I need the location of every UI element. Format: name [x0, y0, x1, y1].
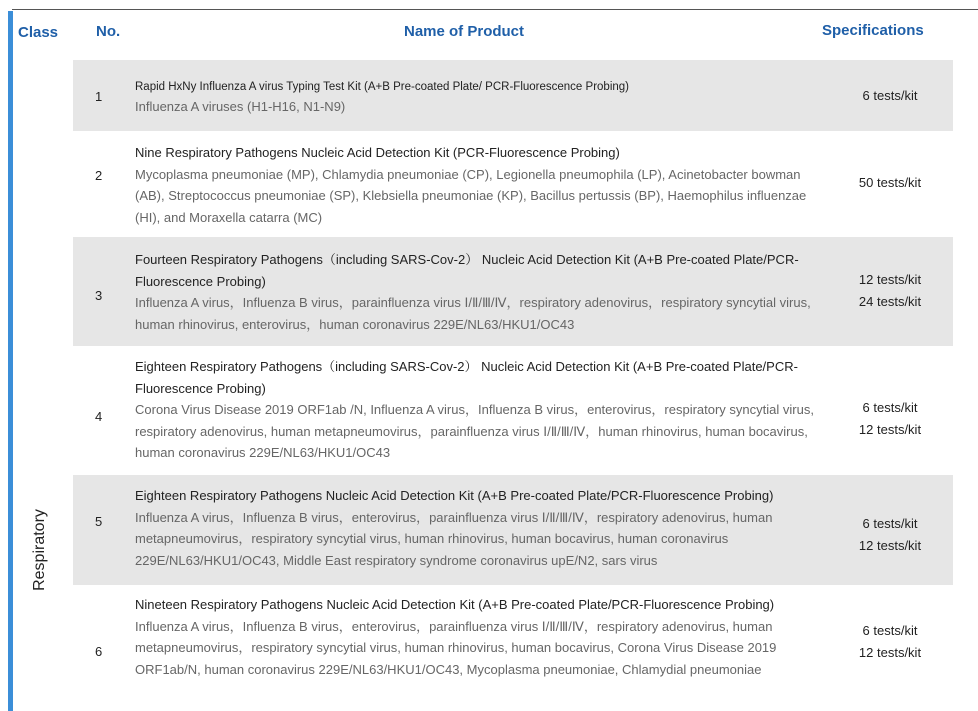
product-description: Mycoplasma pneumoniae (MP), Chlamydia pneumoniae (CP), Legionella pneumophila (LP), Acinetobacter bowman (AB), Streptococcus pneumoniae (SP), Klebsiella pneumoniae (KP), Bacillus pertussis (BP), Haemophilus influenzae (HI), and Moraxella catarra (MC): [135, 166, 807, 225]
header-specifications: Specifications: [822, 22, 924, 39]
product-cell: [135, 77, 825, 117]
table-row: [73, 60, 953, 131]
row-number: 3: [95, 288, 103, 303]
product-description: Influenza A virus，Influenza B virus，enterovirus，parainfluenza virus Ⅰ/Ⅱ/Ⅲ/Ⅳ，respiratory adenovirus, human metapneumovirus，respiratory syncytial virus, human rhinovirus, human bocavirus, Corona Virus Disease 2019 ORF1ab/N, human coronavirus 229E/NL63/HKU1/OC43, Mycoplasma pneumoniae, Chlamydial pneumoniae: [135, 618, 777, 677]
table-row: [73, 475, 953, 585]
spec-value: 6 tests/kit: [862, 623, 918, 638]
spec-cell: [825, 397, 955, 440]
table-row: [73, 585, 953, 711]
header-name: Name of Product: [404, 23, 525, 40]
spec-cell: [825, 513, 955, 556]
spec-value: 12 tests/kit: [858, 272, 922, 287]
spec-cell: [825, 85, 955, 107]
product-cell: [135, 142, 825, 228]
header-no: No.: [96, 23, 121, 40]
product-cell: [135, 249, 825, 335]
product-description: Corona Virus Disease 2019 ORF1ab /N, Influenza A virus，Influenza B virus，enterovirus，respiratory syncytial virus, respiratory adenovirus, human metapneumovirus，parainfluenza virus Ⅰ/Ⅱ/Ⅲ/Ⅳ，human rhinovirus, human bocavirus, human coronavirus 229E/NL63/HKU1/OC43: [135, 402, 814, 460]
table-row: [73, 131, 953, 237]
spec-value: 12 tests/kit: [858, 537, 922, 553]
table-row: [73, 237, 953, 346]
product-description: Influenza A viruses (H1-H16, N1-N9): [135, 99, 346, 114]
spec-value: 6 tests/kit: [862, 88, 918, 103]
spec-value: 50 tests/kit: [858, 175, 922, 190]
product-name: Rapid HxNy Influenza A virus Typing Test Kit (A+B Pre-coated Plate/ PCR-Fluorescence Probing): [135, 81, 629, 93]
header-class: Class: [18, 24, 59, 41]
spec-cell: [825, 172, 955, 194]
product-name: Nineteen Respiratory Pathogens Nucleic Acid Detection Kit (A+B Pre-coated Plate/PCR-Fluorescence Probing): [135, 597, 775, 612]
row-number: 5: [95, 514, 103, 529]
product-cell: [135, 356, 825, 464]
product-name: Eighteen Respiratory Pathogens（including SARS-Cov-2） Nucleic Acid Detection Kit (A+B Pre-coated Plate/PCR-Fluorescence Probing): [135, 359, 798, 396]
spec-value: 6 tests/kit: [862, 400, 918, 415]
spec-value: 24 tests/kit: [858, 293, 922, 309]
spec-value: 6 tests/kit: [862, 516, 918, 531]
product-description: Influenza A virus，Influenza B virus，parainfluenza virus Ⅰ/Ⅱ/Ⅲ/Ⅳ，respiratory adenovirus，respiratory syncytial virus, human rhinovirus, enterovirus，human coronavirus 229E/NL63/HKU1/OC43: [135, 295, 811, 332]
top-divider: [12, 9, 978, 10]
product-name: Eighteen Respiratory Pathogens Nucleic Acid Detection Kit (A+B Pre-coated Plate/PCR-Fluorescence Probing): [135, 488, 774, 503]
spec-cell: [825, 620, 955, 663]
row-number: 4: [95, 409, 103, 424]
product-cell: [135, 594, 825, 680]
table-row: [73, 346, 953, 475]
product-description: Influenza A virus，Influenza B virus，enterovirus，parainfluenza virus Ⅰ/Ⅱ/Ⅲ/Ⅳ，respiratory adenovirus, human metapneumovirus，respiratory syncytial virus, human rhinovirus, human bocavirus, human coronavirus 229E/NL63/HKU1/OC43, Middle East respiratory syndrome coronavirus upE/N2, sars virus: [135, 509, 773, 568]
product-name: Nine Respiratory Pathogens Nucleic Acid Detection Kit (PCR-Fluorescence Probing): [135, 145, 620, 160]
row-number: 2: [95, 168, 103, 183]
spec-value: 12 tests/kit: [858, 421, 922, 437]
row-number: 6: [95, 644, 103, 659]
spec-value: 12 tests/kit: [858, 644, 922, 660]
category-side-bar: [8, 11, 13, 711]
row-number: 1: [95, 89, 103, 104]
class-label-respiratory: Respiratory: [31, 509, 48, 591]
product-cell: [135, 485, 825, 571]
spec-cell: [825, 269, 955, 312]
product-name: Fourteen Respiratory Pathogens（including SARS-Cov-2） Nucleic Acid Detection Kit (A+B Pre-coated Plate/PCR-Fluorescence Probing): [135, 252, 799, 289]
